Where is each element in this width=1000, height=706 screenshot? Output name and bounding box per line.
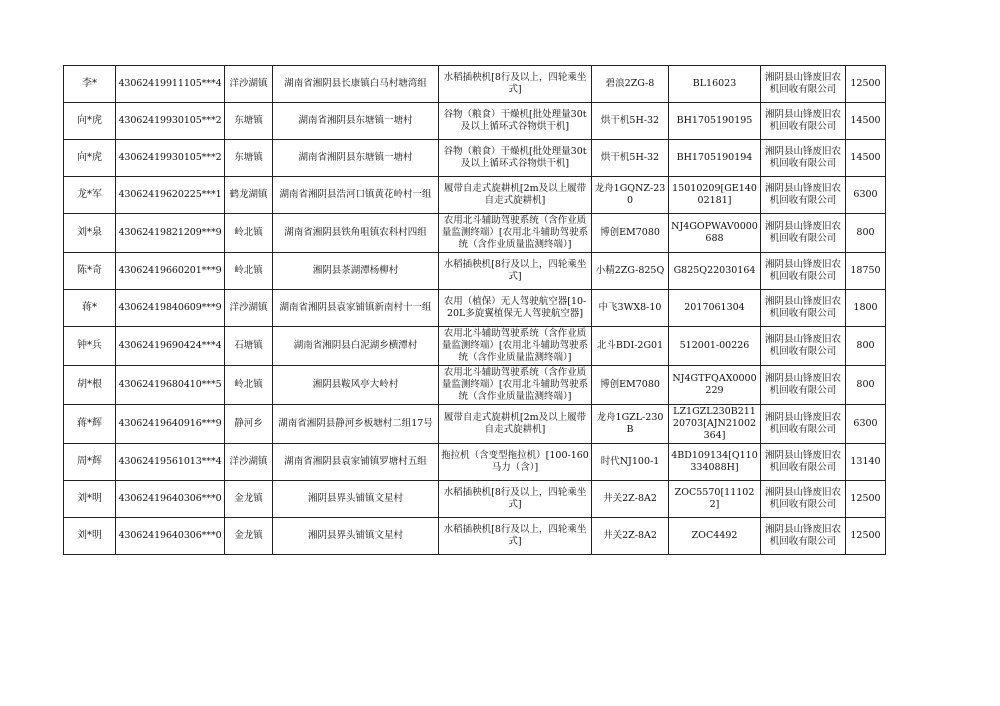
table-row (64, 444, 886, 481)
cell-recycler: 湘阴县山锋废旧农机回收有限公司 (761, 214, 846, 253)
cell-recycler: 湘阴县山锋废旧农机回收有限公司 (761, 290, 846, 327)
cell-recycler: 湘阴县山锋废旧农机回收有限公司 (761, 66, 846, 103)
cell-serial-number: 512001-00226 (669, 327, 761, 366)
cell-address: 湖南省湘阴县袁家铺镇罗塘村五组 (273, 444, 439, 481)
cell-name: 蒋*辉 (64, 405, 116, 444)
cell-amount: 14500 (846, 140, 886, 177)
cell-amount: 6300 (846, 177, 886, 214)
cell-town: 石塘镇 (225, 327, 273, 366)
cell-model: 北斗BDI-2G01 (592, 327, 669, 366)
cell-model: 井关2Z-8A2 (592, 481, 669, 518)
cell-machine-type: 水稻插秧机[8行及以上，四轮乘坐式] (439, 253, 592, 290)
cell-amount: 800 (846, 366, 886, 405)
cell-id-number: 43062419660201***9 (116, 253, 225, 290)
cell-serial-number: ZOC4492 (669, 518, 761, 555)
cell-address: 湘阴县鞍风亭大岭村 (273, 366, 439, 405)
cell-town: 东塘镇 (225, 140, 273, 177)
cell-serial-number: ZOC5570[111022] (669, 481, 761, 518)
cell-town: 静河乡 (225, 405, 273, 444)
cell-address: 湘阴县界头铺镇文星村 (273, 518, 439, 555)
cell-model: 博创EM7080 (592, 214, 669, 253)
cell-serial-number: BL16023 (669, 66, 761, 103)
cell-address: 湖南省湘阴县铁角咀镇农科村四组 (273, 214, 439, 253)
cell-recycler: 湘阴县山锋废旧农机回收有限公司 (761, 518, 846, 555)
cell-id-number: 43062419930105***2 (116, 103, 225, 140)
cell-town: 岭北镇 (225, 214, 273, 253)
cell-name: 刘*泉 (64, 214, 116, 253)
cell-machine-type: 履带自走式旋耕机[2m及以上履带自走式旋耕机] (439, 177, 592, 214)
cell-serial-number: 2017061304 (669, 290, 761, 327)
cell-machine-type: 水稻插秧机[8行及以上，四轮乘坐式] (439, 518, 592, 555)
cell-serial-number: 4BD109134[Q110334088H] (669, 444, 761, 481)
cell-model: 井关2Z-8A2 (592, 518, 669, 555)
cell-town: 岭北镇 (225, 366, 273, 405)
cell-machine-type: 水稻插秧机[8行及以上，四轮乘坐式] (439, 481, 592, 518)
cell-town: 鹤龙湖镇 (225, 177, 273, 214)
cell-name: 向*虎 (64, 103, 116, 140)
cell-id-number: 43062419680410***5 (116, 366, 225, 405)
subsidy-table (63, 65, 886, 555)
cell-machine-type: 农用北斗辅助驾驶系统（含作业质量监测终端）[农用北斗辅助驾驶系统（含作业质量监测终端）] (439, 327, 592, 366)
cell-name: 李* (64, 66, 116, 103)
cell-serial-number: BH1705190194 (669, 140, 761, 177)
cell-address: 湖南省湘阴县袁家铺镇新南村十一组 (273, 290, 439, 327)
cell-serial-number: BH1705190195 (669, 103, 761, 140)
cell-town: 金龙镇 (225, 518, 273, 555)
cell-model: 烘干机5H-32 (592, 140, 669, 177)
table-row (64, 518, 886, 555)
cell-name: 陈*奇 (64, 253, 116, 290)
cell-recycler: 湘阴县山锋废旧农机回收有限公司 (761, 481, 846, 518)
cell-name: 周*辉 (64, 444, 116, 481)
cell-machine-type: 谷物（粮食）干燥机[批处理量30t及以上循环式谷物烘干机] (439, 140, 592, 177)
cell-amount: 6300 (846, 405, 886, 444)
table-row (64, 290, 886, 327)
cell-model: 博创EM7080 (592, 366, 669, 405)
cell-recycler: 湘阴县山锋废旧农机回收有限公司 (761, 405, 846, 444)
cell-town: 东塘镇 (225, 103, 273, 140)
cell-id-number: 43062419821209***9 (116, 214, 225, 253)
cell-amount: 14500 (846, 103, 886, 140)
cell-machine-type: 水稻插秧机[8行及以上，四轮乘坐式] (439, 66, 592, 103)
cell-address: 湖南省湘阴县静河乡板塘村二组17号 (273, 405, 439, 444)
cell-address: 湖南省湘阴县浩河口镇黄花岭村一组 (273, 177, 439, 214)
table-row (64, 177, 886, 214)
table-body (64, 66, 886, 555)
cell-model: 龙舟1GQNZ-230 (592, 177, 669, 214)
cell-id-number: 43062419620225***1 (116, 177, 225, 214)
cell-address: 湖南省湘阴县东塘镇一塘村 (273, 103, 439, 140)
cell-town: 洋沙湖镇 (225, 444, 273, 481)
cell-name: 胡*根 (64, 366, 116, 405)
cell-id-number: 43062419561013***4 (116, 444, 225, 481)
cell-name: 蒋* (64, 290, 116, 327)
cell-recycler: 湘阴县山锋废旧农机回收有限公司 (761, 103, 846, 140)
cell-recycler: 湘阴县山锋废旧农机回收有限公司 (761, 177, 846, 214)
cell-town: 金龙镇 (225, 481, 273, 518)
cell-amount: 1800 (846, 290, 886, 327)
cell-amount: 13140 (846, 444, 886, 481)
table-row (64, 140, 886, 177)
cell-town: 洋沙湖镇 (225, 290, 273, 327)
cell-machine-type: 农用北斗辅助驾驶系统（含作业质量监测终端）[农用北斗辅助驾驶系统（含作业质量监测终端）] (439, 366, 592, 405)
cell-amount: 800 (846, 327, 886, 366)
cell-machine-type: 谷物（粮食）干燥机[批处理量30t及以上循环式谷物烘干机] (439, 103, 592, 140)
cell-recycler: 湘阴县山锋废旧农机回收有限公司 (761, 366, 846, 405)
cell-model: 中飞3WX8-10 (592, 290, 669, 327)
cell-address: 湘阴县界头铺镇文星村 (273, 481, 439, 518)
table-row (64, 327, 886, 366)
cell-model: 碧浪2ZG-8 (592, 66, 669, 103)
table-row (64, 214, 886, 253)
cell-town: 岭北镇 (225, 253, 273, 290)
cell-address: 湖南省湘阴县长康镇白马村塘湾组 (273, 66, 439, 103)
cell-amount: 12500 (846, 66, 886, 103)
cell-address: 湖南省湘阴县东塘镇一塘村 (273, 140, 439, 177)
cell-machine-type: 农用北斗辅助驾驶系统（含作业质量监测终端）[农用北斗辅助驾驶系统（含作业质量监测终端）] (439, 214, 592, 253)
cell-machine-type: 农用（植保）无人驾驶航空器[10-20L多旋翼植保无人驾驶航空器] (439, 290, 592, 327)
cell-address: 湖南省湘阴县白泥湖乡横潭村 (273, 327, 439, 366)
cell-amount: 12500 (846, 518, 886, 555)
cell-name: 刘*明 (64, 518, 116, 555)
cell-recycler: 湘阴县山锋废旧农机回收有限公司 (761, 444, 846, 481)
cell-serial-number: LZ1GZL230B21120703[AJN21002364] (669, 405, 761, 444)
cell-recycler: 湘阴县山锋废旧农机回收有限公司 (761, 253, 846, 290)
cell-name: 钟*兵 (64, 327, 116, 366)
table-row (64, 253, 886, 290)
cell-name: 向*虎 (64, 140, 116, 177)
table-row (64, 103, 886, 140)
cell-machine-type: 履带自走式旋耕机[2m及以上履带自走式旋耕机] (439, 405, 592, 444)
cell-amount: 12500 (846, 481, 886, 518)
table-row (64, 66, 886, 103)
cell-name: 刘*明 (64, 481, 116, 518)
cell-id-number: 43062419690424***4 (116, 327, 225, 366)
cell-id-number: 43062419640306***0 (116, 481, 225, 518)
cell-model: 小精2ZG-825Q (592, 253, 669, 290)
cell-machine-type: 拖拉机（含变型拖拉机）[100-160马力（含）] (439, 444, 592, 481)
cell-recycler: 湘阴县山锋废旧农机回收有限公司 (761, 140, 846, 177)
cell-recycler: 湘阴县山锋废旧农机回收有限公司 (761, 327, 846, 366)
table-row (64, 405, 886, 444)
cell-id-number: 43062419840609***9 (116, 290, 225, 327)
cell-name: 龙*军 (64, 177, 116, 214)
cell-serial-number: 15010209[GE14002181] (669, 177, 761, 214)
table-row (64, 366, 886, 405)
cell-serial-number: NJ4GOPWAV0000688 (669, 214, 761, 253)
cell-model: 龙舟1GZL-230B (592, 405, 669, 444)
cell-id-number: 43062419911105***4 (116, 66, 225, 103)
table-row (64, 481, 886, 518)
cell-amount: 18750 (846, 253, 886, 290)
cell-id-number: 43062419640306***0 (116, 518, 225, 555)
cell-id-number: 43062419930105***2 (116, 140, 225, 177)
cell-model: 时代NJ100-1 (592, 444, 669, 481)
cell-serial-number: G825Q22030164 (669, 253, 761, 290)
cell-model: 烘干机5H-32 (592, 103, 669, 140)
cell-amount: 800 (846, 214, 886, 253)
cell-id-number: 43062419640916***9 (116, 405, 225, 444)
cell-address: 湘阴县茶湖潭杨柳村 (273, 253, 439, 290)
cell-town: 洋沙湖镇 (225, 66, 273, 103)
cell-serial-number: NJ4GTFQAX0000229 (669, 366, 761, 405)
